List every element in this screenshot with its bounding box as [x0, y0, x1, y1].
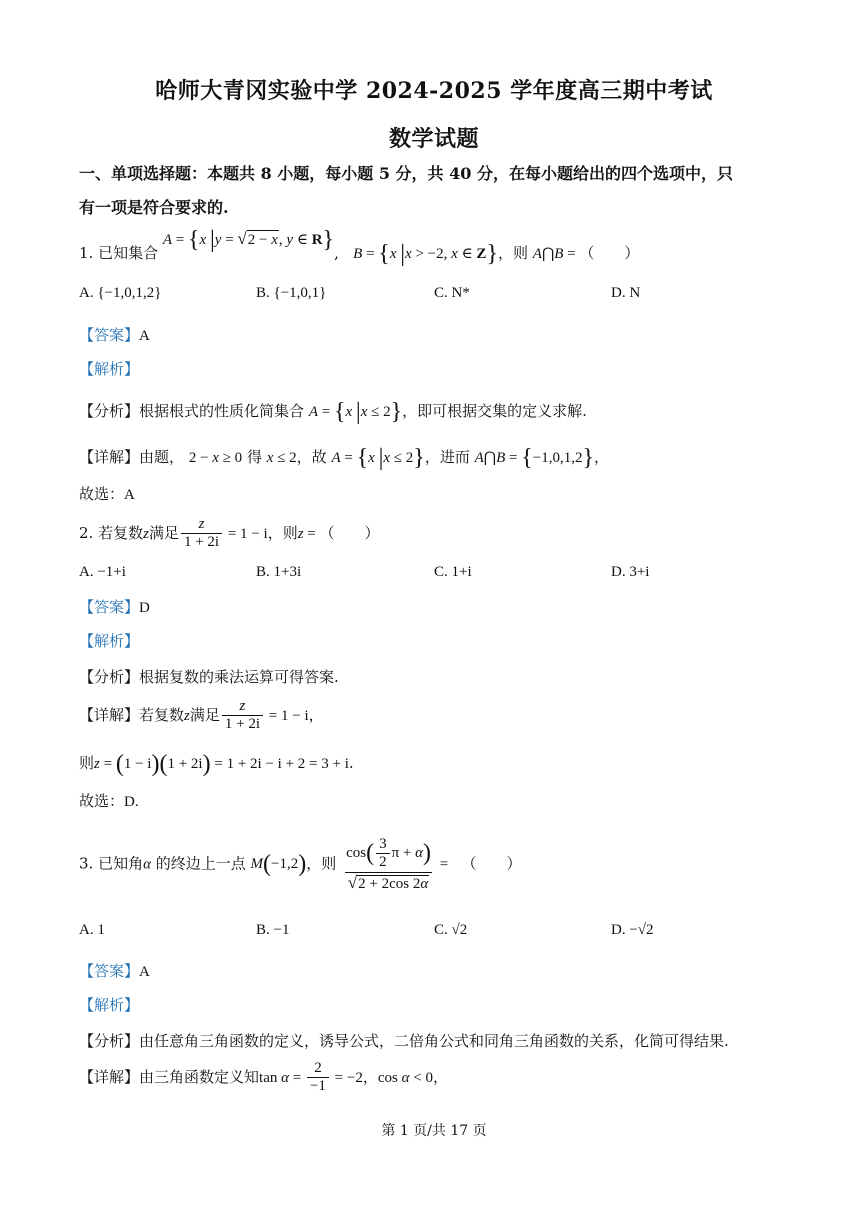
q2-calculation: 则z = (1 − i)(1 + 2i) = 1 + 2i − i + 2 = 3 + i. — [79, 751, 354, 777]
q1-answer: 【答案】A — [79, 326, 150, 344]
section-heading-line1: 一、单项选择题：本题共 8 小题，每小题 5 分，共 40 分，在每小题给出的四个选项中，只 — [79, 164, 733, 183]
q1-stem: 1. 已知集合 A = {x |y = √2 − x, y ∈ R}, B = {x |x > −2, x ∈ Z}，则 A⋂B = （ ） — [79, 227, 640, 267]
q2-option-b: B. 1+3i — [256, 564, 302, 580]
q3-jiexi: 【解析】 — [79, 996, 140, 1014]
q1-fenxi: 【分析】根据根式的性质化简集合 A = {x |x ≤ 2}，即可根据交集的定义求解. — [79, 399, 587, 425]
q3-option-b: B. −1 — [256, 922, 290, 938]
q1-option-c: C. N* — [434, 285, 470, 301]
q3-xiangjie: 【详解】由三角函数定义知tan α = $\frac{2}{-1}$ = −2，cos α < 0， — [79, 1060, 448, 1095]
q1-option-d: D. N — [611, 285, 641, 301]
q1-option-a: A. {−1,0,1,2} — [79, 285, 162, 301]
page-title: 哈师大青冈实验中学 2024-2025 学年度高三期中考试 — [155, 78, 713, 104]
q3-fenxi: 【分析】由任意角三角函数的定义，诱导公式，二倍角公式和同角三角函数的关系，化简可得结果. — [79, 1032, 729, 1050]
set-a-expression: A = {x |y = √2 − x, y ∈ R} — [162, 227, 335, 253]
page-footer: 第 1 页/共 17 页 — [381, 1123, 487, 1139]
q2-option-a: A. −1+i — [79, 564, 126, 580]
q2-option-c: C. 1+i — [434, 564, 472, 580]
q3-option-a: A. 1 — [79, 922, 105, 938]
q3-expression: cos( $\frac{3}{2}$ π + α) √2 + 2cos 2α — [346, 836, 431, 892]
section-heading-line2: 有一项是符合要求的. — [79, 198, 229, 217]
q3-option-c: C. √2 — [434, 922, 468, 938]
q1-jiexi: 【解析】 — [79, 360, 140, 378]
set-b-expression: B = {x |x > −2, x ∈ Z} — [353, 241, 498, 267]
q2-guxuan: 故选：D. — [79, 792, 139, 810]
q3-option-d: D. −√2 — [611, 922, 654, 938]
q1-xiangjie: 【详解】由题， 2 − x ≥ 0 得 x ≤ 2，故 A = {x |x ≤ 2}，进而 A⋂B = {−1,0,1,2}， — [79, 445, 610, 471]
q3-stem: 3. 已知角α 的终边上一点 M(−1,2)，则 cos( $\frac{3}{2}$ π + α) √2 + 2cos 2α = （ ） — [79, 836, 522, 892]
q2-fenxi: 【分析】根据复数的乘法运算可得答案. — [79, 668, 339, 686]
q3-answer: 【答案】A — [79, 962, 150, 980]
q2-stem: 2. 若复数z满足 $\frac{z}{1 + 2i}$ = 1 − i，则z = （ ） — [79, 516, 380, 551]
q2-xiangjie: 【详解】若复数z满足 $\frac{z}{1 + 2i}$ = 1 − i， — [79, 698, 324, 733]
q2-answer: 【答案】D — [79, 598, 150, 616]
q2-option-d: D. 3+i — [611, 564, 650, 580]
q1-guxuan: 故选：A — [79, 485, 135, 503]
q2-jiexi: 【解析】 — [79, 632, 140, 650]
page-subtitle: 数学试题 — [388, 126, 479, 152]
q1-option-b: B. {−1,0,1} — [256, 285, 327, 301]
